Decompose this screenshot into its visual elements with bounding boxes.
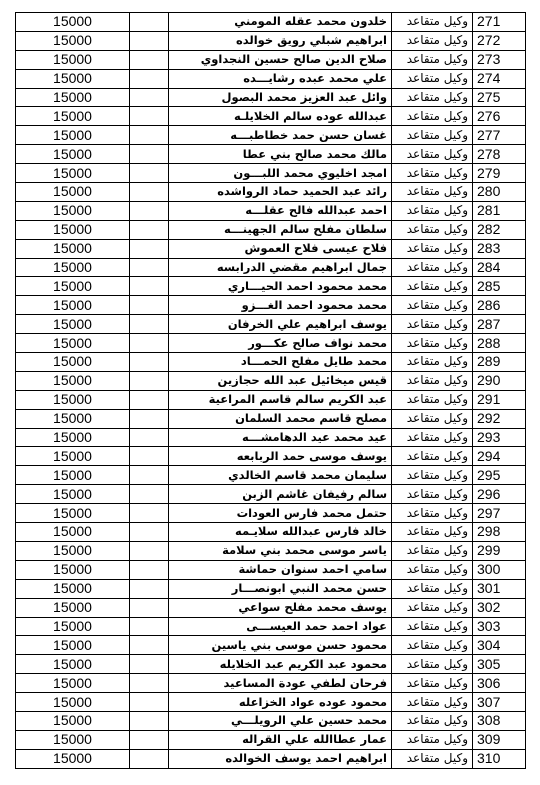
name-cell: ابراهيم احمد يوسف الخوالده <box>169 749 392 768</box>
row-number: 290 <box>473 371 526 390</box>
rank-cell: وكيل متقاعد <box>392 541 473 560</box>
name-cell: سلطان مفلح سالم الجهينـــه <box>169 220 392 239</box>
table-row <box>16 201 526 220</box>
table-row <box>16 126 526 145</box>
name-cell: ابراهيم شبلي رويق خوالده <box>169 31 392 50</box>
amount-cell: 15000 <box>16 145 130 164</box>
name-cell: محمود حسن موسى بني ياسين <box>169 636 392 655</box>
table-row <box>16 69 526 88</box>
table-row <box>16 485 526 504</box>
empty-cell <box>130 428 169 447</box>
rank-cell: وكيل متقاعد <box>392 711 473 730</box>
rank-cell: وكيل متقاعد <box>392 107 473 126</box>
name-cell: ياسر موسى محمد بني سلامة <box>169 541 392 560</box>
table-row <box>16 749 526 768</box>
rank-cell: وكيل متقاعد <box>392 126 473 145</box>
name-cell: محمد طايل مفلح الحمـــاد <box>169 353 392 372</box>
name-cell: يوسف محمد مفلح سواعي <box>169 598 392 617</box>
rank-cell: وكيل متقاعد <box>392 69 473 88</box>
table-row <box>16 239 526 258</box>
rank-cell: وكيل متقاعد <box>392 277 473 296</box>
row-number: 272 <box>473 31 526 50</box>
rank-cell: وكيل متقاعد <box>392 220 473 239</box>
empty-cell <box>130 107 169 126</box>
table-row <box>16 598 526 617</box>
rank-cell: وكيل متقاعد <box>392 617 473 636</box>
table-row <box>16 579 526 598</box>
row-number: 294 <box>473 447 526 466</box>
amount-cell: 15000 <box>16 636 130 655</box>
rank-cell: وكيل متقاعد <box>392 579 473 598</box>
rank-cell: وكيل متقاعد <box>392 315 473 334</box>
table-row <box>16 428 526 447</box>
rank-cell: وكيل متقاعد <box>392 296 473 315</box>
empty-cell <box>130 201 169 220</box>
row-number: 296 <box>473 485 526 504</box>
row-number: 282 <box>473 220 526 239</box>
amount-cell: 15000 <box>16 239 130 258</box>
name-cell: وائل عبد العزيز محمد البصول <box>169 88 392 107</box>
name-cell: خلدون محمد عقله المومني <box>169 13 392 32</box>
amount-cell: 15000 <box>16 598 130 617</box>
table-row <box>16 277 526 296</box>
name-cell: يوسف ابراهيم علي الخرفان <box>169 315 392 334</box>
empty-cell <box>130 447 169 466</box>
amount-cell: 15000 <box>16 13 130 32</box>
row-number: 292 <box>473 409 526 428</box>
empty-cell <box>130 674 169 693</box>
table-row <box>16 711 526 730</box>
rank-cell: وكيل متقاعد <box>392 145 473 164</box>
rank-cell: وكيل متقاعد <box>392 390 473 409</box>
empty-cell <box>130 296 169 315</box>
row-number: 305 <box>473 655 526 674</box>
table-row <box>16 504 526 523</box>
rank-cell: وكيل متقاعد <box>392 353 473 372</box>
name-cell: سالم رفيفان غاشم الزبن <box>169 485 392 504</box>
row-number: 277 <box>473 126 526 145</box>
row-number: 297 <box>473 504 526 523</box>
empty-cell <box>130 183 169 202</box>
rank-cell: وكيل متقاعد <box>392 409 473 428</box>
amount-cell: 15000 <box>16 504 130 523</box>
amount-cell: 15000 <box>16 749 130 768</box>
rank-cell: وكيل متقاعد <box>392 466 473 485</box>
name-cell: محمود عوده عواد الخزاعله <box>169 693 392 712</box>
table-row <box>16 183 526 202</box>
row-number: 306 <box>473 674 526 693</box>
amount-cell: 15000 <box>16 485 130 504</box>
name-cell: قيس ميخائيل عبد الله حجازين <box>169 371 392 390</box>
amount-cell: 15000 <box>16 371 130 390</box>
table-row <box>16 220 526 239</box>
table-row <box>16 541 526 560</box>
table-row <box>16 636 526 655</box>
name-cell: عبدالله عوده سالم الخلايلـه <box>169 107 392 126</box>
name-cell: محمود عبد الكريم عبد الخلايله <box>169 655 392 674</box>
empty-cell <box>130 277 169 296</box>
row-number: 274 <box>473 69 526 88</box>
name-cell: خالد فارس عبدالله سلايـمه <box>169 523 392 542</box>
row-number: 301 <box>473 579 526 598</box>
empty-cell <box>130 466 169 485</box>
empty-cell <box>130 730 169 749</box>
row-number: 308 <box>473 711 526 730</box>
name-cell: حسن محمد النبي ابونصـــار <box>169 579 392 598</box>
rank-cell: وكيل متقاعد <box>392 655 473 674</box>
name-cell: رائد عبد الحميد حماد الرواشده <box>169 183 392 202</box>
rank-cell: وكيل متقاعد <box>392 258 473 277</box>
empty-cell <box>130 258 169 277</box>
row-number: 299 <box>473 541 526 560</box>
table-row <box>16 145 526 164</box>
name-cell: يوسف موسى حمد الربابعه <box>169 447 392 466</box>
table-row <box>16 107 526 126</box>
name-cell: علي محمد عبده رشايـــده <box>169 69 392 88</box>
name-cell: حتمل محمد فارس العودات <box>169 504 392 523</box>
rank-cell: وكيل متقاعد <box>392 560 473 579</box>
rank-cell: وكيل متقاعد <box>392 334 473 353</box>
empty-cell <box>130 220 169 239</box>
rank-cell: وكيل متقاعد <box>392 201 473 220</box>
table-row <box>16 334 526 353</box>
rank-cell: وكيل متقاعد <box>392 371 473 390</box>
empty-cell <box>130 560 169 579</box>
table-row <box>16 296 526 315</box>
table-row <box>16 258 526 277</box>
name-cell: محمد حسين علي الرويلـــي <box>169 711 392 730</box>
row-number: 275 <box>473 88 526 107</box>
name-cell: سليمان محمد قاسم الخالدي <box>169 466 392 485</box>
rank-cell: وكيل متقاعد <box>392 693 473 712</box>
row-number: 309 <box>473 730 526 749</box>
amount-cell: 15000 <box>16 693 130 712</box>
empty-cell <box>130 69 169 88</box>
amount-cell: 15000 <box>16 277 130 296</box>
row-number: 304 <box>473 636 526 655</box>
row-number: 281 <box>473 201 526 220</box>
amount-cell: 15000 <box>16 31 130 50</box>
rank-cell: وكيل متقاعد <box>392 730 473 749</box>
row-number: 291 <box>473 390 526 409</box>
table-body <box>16 13 526 769</box>
row-number: 287 <box>473 315 526 334</box>
table-row <box>16 390 526 409</box>
rank-cell: وكيل متقاعد <box>392 428 473 447</box>
empty-cell <box>130 655 169 674</box>
table-row <box>16 617 526 636</box>
table-row <box>16 31 526 50</box>
table-row <box>16 409 526 428</box>
table-row <box>16 353 526 372</box>
row-number: 273 <box>473 50 526 69</box>
table-row <box>16 523 526 542</box>
empty-cell <box>130 523 169 542</box>
row-number: 295 <box>473 466 526 485</box>
amount-cell: 15000 <box>16 88 130 107</box>
empty-cell <box>130 504 169 523</box>
amount-cell: 15000 <box>16 353 130 372</box>
rank-cell: وكيل متقاعد <box>392 239 473 258</box>
empty-cell <box>130 541 169 560</box>
row-number: 289 <box>473 353 526 372</box>
amount-cell: 15000 <box>16 447 130 466</box>
name-cell: عمار عطاالله علي القراله <box>169 730 392 749</box>
empty-cell <box>130 353 169 372</box>
name-cell: فرحان لطفي عودة المساعيد <box>169 674 392 693</box>
amount-cell: 15000 <box>16 730 130 749</box>
rank-cell: وكيل متقاعد <box>392 31 473 50</box>
table-row <box>16 560 526 579</box>
name-cell: عبد الكريم سالم قاسم المراعية <box>169 390 392 409</box>
name-cell: سامي احمد سنوان حماشة <box>169 560 392 579</box>
amount-cell: 15000 <box>16 50 130 69</box>
row-number: 307 <box>473 693 526 712</box>
retirees-table <box>15 12 526 769</box>
row-number: 300 <box>473 560 526 579</box>
amount-cell: 15000 <box>16 296 130 315</box>
amount-cell: 15000 <box>16 655 130 674</box>
empty-cell <box>130 711 169 730</box>
amount-cell: 15000 <box>16 560 130 579</box>
empty-cell <box>130 239 169 258</box>
rank-cell: وكيل متقاعد <box>392 50 473 69</box>
name-cell: مالك محمد صالح بني عطا <box>169 145 392 164</box>
table-row <box>16 50 526 69</box>
row-number: 271 <box>473 13 526 32</box>
amount-cell: 15000 <box>16 711 130 730</box>
name-cell: مصلح قاسم محمد السلمان <box>169 409 392 428</box>
empty-cell <box>130 315 169 334</box>
amount-cell: 15000 <box>16 674 130 693</box>
row-number: 286 <box>473 296 526 315</box>
amount-cell: 15000 <box>16 164 130 183</box>
empty-cell <box>130 409 169 428</box>
amount-cell: 15000 <box>16 334 130 353</box>
table-row <box>16 88 526 107</box>
rank-cell: وكيل متقاعد <box>392 447 473 466</box>
empty-cell <box>130 334 169 353</box>
amount-cell: 15000 <box>16 466 130 485</box>
empty-cell <box>130 390 169 409</box>
name-cell: فلاح عيسى فلاح العموش <box>169 239 392 258</box>
rank-cell: وكيل متقاعد <box>392 13 473 32</box>
name-cell: صلاح الدين صالح حسين النجداوي <box>169 50 392 69</box>
rank-cell: وكيل متقاعد <box>392 183 473 202</box>
rank-cell: وكيل متقاعد <box>392 749 473 768</box>
amount-cell: 15000 <box>16 69 130 88</box>
row-number: 276 <box>473 107 526 126</box>
row-number: 298 <box>473 523 526 542</box>
empty-cell <box>130 164 169 183</box>
empty-cell <box>130 88 169 107</box>
rank-cell: وكيل متقاعد <box>392 523 473 542</box>
table-row <box>16 371 526 390</box>
table-row <box>16 466 526 485</box>
row-number: 285 <box>473 277 526 296</box>
row-number: 288 <box>473 334 526 353</box>
name-cell: امجد اخليوي محمد اللبـــون <box>169 164 392 183</box>
row-number: 303 <box>473 617 526 636</box>
empty-cell <box>130 579 169 598</box>
name-cell: عواد احمد حمد العيســـى <box>169 617 392 636</box>
amount-cell: 15000 <box>16 107 130 126</box>
name-cell: جمال ابراهيم مقضي الدرابسه <box>169 258 392 277</box>
rank-cell: وكيل متقاعد <box>392 485 473 504</box>
table-row <box>16 164 526 183</box>
rank-cell: وكيل متقاعد <box>392 598 473 617</box>
rank-cell: وكيل متقاعد <box>392 674 473 693</box>
row-number: 283 <box>473 239 526 258</box>
rank-cell: وكيل متقاعد <box>392 636 473 655</box>
row-number: 302 <box>473 598 526 617</box>
table-row <box>16 315 526 334</box>
rank-cell: وكيل متقاعد <box>392 164 473 183</box>
amount-cell: 15000 <box>16 617 130 636</box>
empty-cell <box>130 636 169 655</box>
empty-cell <box>130 693 169 712</box>
amount-cell: 15000 <box>16 390 130 409</box>
amount-cell: 15000 <box>16 541 130 560</box>
row-number: 278 <box>473 145 526 164</box>
amount-cell: 15000 <box>16 201 130 220</box>
row-number: 293 <box>473 428 526 447</box>
row-number: 279 <box>473 164 526 183</box>
name-cell: محمد محمود احمد الغـــزو <box>169 296 392 315</box>
name-cell: غسان حسن حمد خطاطبـــه <box>169 126 392 145</box>
amount-cell: 15000 <box>16 315 130 334</box>
name-cell: محمد نواف صالح عكـــور <box>169 334 392 353</box>
name-cell: احمد عبدالله فالح عقلـــه <box>169 201 392 220</box>
amount-cell: 15000 <box>16 523 130 542</box>
empty-cell <box>130 617 169 636</box>
amount-cell: 15000 <box>16 183 130 202</box>
row-number: 284 <box>473 258 526 277</box>
empty-cell <box>130 31 169 50</box>
amount-cell: 15000 <box>16 409 130 428</box>
empty-cell <box>130 749 169 768</box>
table-row <box>16 693 526 712</box>
table-row <box>16 655 526 674</box>
table-row <box>16 730 526 749</box>
amount-cell: 15000 <box>16 220 130 239</box>
amount-cell: 15000 <box>16 126 130 145</box>
table-row <box>16 13 526 32</box>
empty-cell <box>130 485 169 504</box>
row-number: 280 <box>473 183 526 202</box>
name-cell: محمد محمود احمد الحيـــاري <box>169 277 392 296</box>
amount-cell: 15000 <box>16 258 130 277</box>
document-sheet <box>15 12 526 769</box>
table-row <box>16 674 526 693</box>
empty-cell <box>130 13 169 32</box>
table-row <box>16 447 526 466</box>
empty-cell <box>130 371 169 390</box>
empty-cell <box>130 598 169 617</box>
amount-cell: 15000 <box>16 428 130 447</box>
row-number: 310 <box>473 749 526 768</box>
amount-cell: 15000 <box>16 579 130 598</box>
name-cell: عيد محمد عيد الدهامشـــه <box>169 428 392 447</box>
empty-cell <box>130 145 169 164</box>
rank-cell: وكيل متقاعد <box>392 88 473 107</box>
empty-cell <box>130 50 169 69</box>
rank-cell: وكيل متقاعد <box>392 504 473 523</box>
empty-cell <box>130 126 169 145</box>
